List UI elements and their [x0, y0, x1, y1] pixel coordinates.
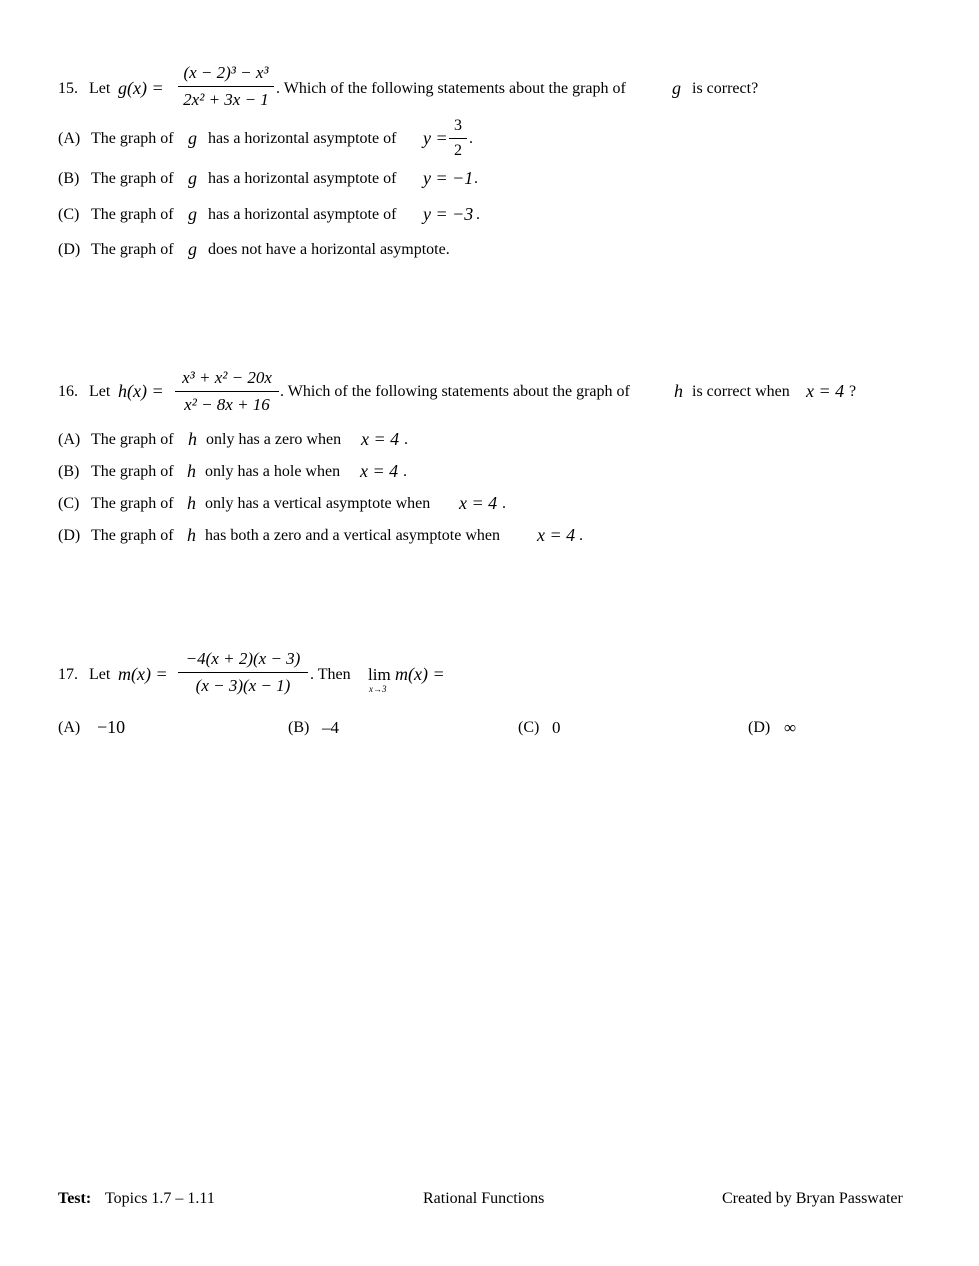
fraction-denominator: x² − 8x + 16 [184, 395, 270, 414]
choice-end: . [474, 170, 478, 187]
choice-prefix: The graph of [91, 463, 174, 480]
fraction-numerator: −4(x + 2)(x − 3) [185, 649, 301, 668]
choice-math: x = 4 [459, 493, 498, 513]
choice-label: (D) [58, 241, 81, 258]
let-word: Let [89, 666, 111, 683]
footer-test-label: Test: [58, 1190, 92, 1207]
choice-prefix: The graph of [91, 431, 174, 448]
question-number: 15. [58, 80, 78, 97]
lim-expression: m(x) = [395, 664, 445, 684]
choice-prefix: The graph of [91, 130, 174, 147]
choice-label: (B) [58, 463, 80, 480]
choice-text: has a horizontal asymptote of [208, 170, 397, 187]
lim-operator: lim [368, 665, 391, 684]
question-number: 16. [58, 383, 78, 400]
choice-text: has both a zero and a vertical asymptote when [205, 527, 500, 544]
choice-label: (A) [58, 719, 81, 736]
choice-label: (D) [748, 719, 771, 736]
lim-subscript: x→3 [369, 684, 387, 694]
choice-end: . [502, 495, 506, 512]
choice-text: has a horizontal asymptote of [208, 206, 397, 223]
stem-middle: is correct when [692, 383, 790, 400]
choice-label: (C) [58, 206, 80, 223]
choice-variable: h [187, 461, 196, 481]
choice-label: (A) [58, 130, 81, 147]
choice-end: . [404, 431, 408, 448]
choice-label: (B) [288, 719, 310, 736]
choice-text: only has a hole when [205, 463, 341, 480]
choice-variable: g [188, 239, 197, 259]
fraction-denominator: 2 [454, 142, 462, 159]
function-lhs: g(x) = [118, 78, 164, 98]
choice-label: (C) [58, 495, 80, 512]
stem-end: is correct? [692, 80, 759, 97]
choice-prefix: The graph of [91, 206, 174, 223]
stem-end: ? [849, 383, 857, 400]
choice-end: . [476, 206, 480, 223]
question-stem: . Which of the following statements about the graph of [276, 80, 626, 97]
choice-value: 0 [552, 718, 561, 737]
choice-end: . [579, 527, 583, 544]
fraction-bar [178, 86, 274, 87]
choice-text: has a horizontal asymptote of [208, 130, 397, 147]
function-fraction [175, 367, 279, 416]
choice-variable: g [188, 128, 197, 148]
fraction-bar [175, 391, 279, 392]
choice-fraction [449, 116, 467, 161]
fraction-numerator: (x − 2)³ − x³ [183, 63, 269, 82]
choice-value: ∞ [784, 718, 797, 737]
let-word: Let [89, 383, 111, 400]
choice-math: x = 4 [537, 525, 576, 545]
choice-math: y = [423, 128, 448, 148]
choice-end: . [403, 463, 407, 480]
choice-variable: h [188, 429, 197, 449]
stem-variable: h [674, 381, 683, 401]
question-number: 17. [58, 666, 78, 683]
choice-value: –4 [322, 718, 339, 737]
choice-variable: g [188, 204, 197, 224]
footer-topics: Topics 1.7 – 1.11 [105, 1190, 215, 1207]
fraction-numerator: 3 [454, 117, 462, 134]
choice-prefix: The graph of [91, 527, 174, 544]
function-lhs: h(x) = [118, 381, 164, 401]
choice-label: (C) [518, 719, 540, 736]
fraction-bar [178, 672, 308, 673]
footer-title: Rational Functions [423, 1190, 545, 1207]
choice-label: (B) [58, 170, 80, 187]
let-word: Let [89, 80, 111, 97]
function-fraction [178, 648, 308, 697]
choice-prefix: The graph of [91, 170, 174, 187]
choice-text: only has a zero when [206, 431, 342, 448]
choice-variable: g [188, 168, 197, 188]
choice-text: does not have a horizontal asymptote. [208, 241, 450, 258]
choice-math: y = −3 [423, 204, 474, 224]
choice-math: x = 4 [361, 429, 400, 449]
footer-author: Created by Bryan Passwater [722, 1190, 903, 1207]
function-fraction [178, 62, 274, 111]
choice-variable: h [187, 525, 196, 545]
choice-text: only has a vertical asymptote when [205, 495, 431, 512]
fraction-numerator: x³ + x² − 20x [182, 368, 272, 387]
choice-math: y = −1 [423, 168, 474, 188]
choice-value: −10 [97, 717, 126, 737]
choice-end: . [469, 130, 473, 147]
choice-prefix: The graph of [91, 495, 174, 512]
fraction-denominator: (x − 3)(x − 1) [195, 676, 291, 695]
fraction-bar [449, 138, 467, 139]
function-lhs: m(x) = [118, 664, 168, 684]
stem-math: x = 4 [806, 381, 845, 401]
choice-label: (D) [58, 527, 81, 544]
choice-prefix: The graph of [91, 241, 174, 258]
choice-variable: h [187, 493, 196, 513]
then-word: . Then [310, 666, 351, 683]
question-stem: . Which of the following statements about the graph of [280, 383, 630, 400]
choice-math: x = 4 [360, 461, 399, 481]
fraction-denominator: 2x² + 3x − 1 [183, 90, 269, 109]
stem-variable: g [672, 78, 681, 98]
choice-label: (A) [58, 431, 81, 448]
